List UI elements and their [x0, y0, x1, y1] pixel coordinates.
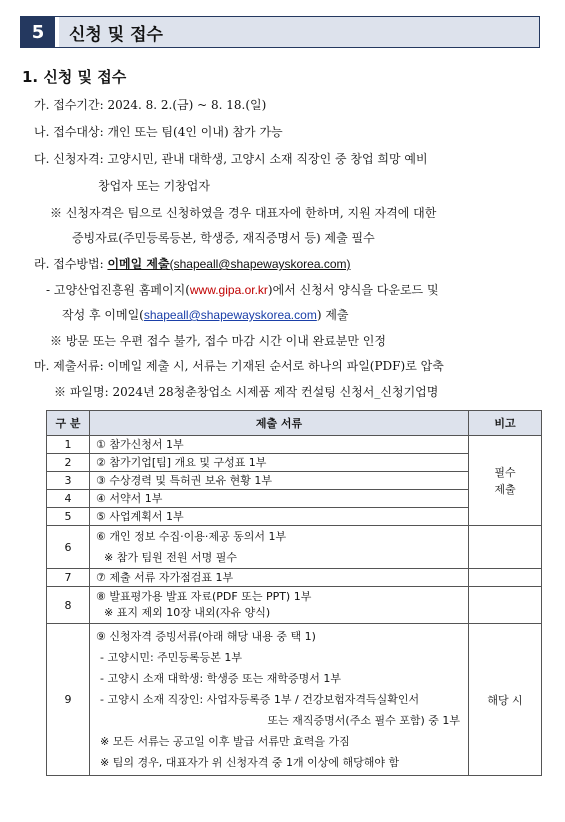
row-doc [90, 587, 469, 624]
header-no: 구 분 [47, 411, 90, 436]
row-doc-main: ⑥ 개인 정보 수집·이용·제공 동의서 1부 [96, 530, 287, 543]
row-no: 3 [47, 472, 90, 490]
row-no: 7 [47, 569, 90, 587]
row-doc-line: - 고양시민: 주민등록등본 1부 [100, 651, 243, 664]
qualification-note: ※ 신청자격은 팀으로 신청하였을 경우 대표자에 한하며, 지원 자격에 대한 [50, 206, 437, 220]
method-sub-text: - 고양산업진흥원 홈페이지( [46, 283, 190, 297]
row-no: 2 [47, 454, 90, 472]
row-doc: ④ 서약서 1부 [90, 490, 469, 508]
note-applicable: 해당 시 [469, 624, 542, 776]
homepage-link[interactable]: www.gipa.or.kr [189, 283, 268, 297]
method-sub2-text: 작성 후 이메일( [62, 308, 144, 322]
table-row [47, 436, 542, 454]
row-doc: ③ 수상경력 및 특허권 보유 현황 1부 [90, 472, 469, 490]
note-empty [469, 587, 542, 624]
table-row [47, 526, 542, 569]
header-docs: 제출 서류 [90, 411, 469, 436]
section-number: 5 [21, 17, 55, 47]
method-sub-text-end: )에서 신청서 양식을 다운로드 및 [267, 283, 439, 297]
row-doc-main: ⑧ 발표평가용 발표 자료(PDF 또는 PPT) 1부 [96, 590, 312, 603]
item-target: 나. 접수대상: 개인 또는 팀(4인 이내) 참가 가능 [34, 125, 283, 139]
row-no: 9 [47, 624, 90, 776]
note-empty [469, 526, 542, 569]
row-doc [90, 624, 469, 776]
docs-filename-note: ※ 파일명: 2024년 28청춘창업소 시제품 제작 컨설팅 신청서_신청기업명 [54, 385, 439, 399]
note-required: 필수 제출 [469, 436, 542, 526]
table-row [47, 587, 542, 624]
item-period: 가. 접수기간: 2024. 8. 2.(금) ~ 8. 18.(일) [34, 98, 267, 112]
row-doc: ⑦ 제출 서류 자가점검표 1부 [90, 569, 469, 587]
row-doc: ② 참가기업[팀] 개요 및 구성표 1부 [90, 454, 469, 472]
row-doc-line: - 고양시 소재 직장인: 사업자등록증 1부 / 건강보험자격득실확인서 [100, 693, 420, 706]
table-row [47, 490, 542, 508]
item-qualification-cont: 창업자 또는 기창업자 [98, 179, 210, 193]
method-sub-email [62, 307, 349, 323]
row-doc: ① 참가신청서 1부 [90, 436, 469, 454]
row-no: 5 [47, 508, 90, 526]
table-row [47, 472, 542, 490]
method-email-label: 이메일 제출 [107, 257, 170, 271]
row-no: 8 [47, 587, 90, 624]
subsection-heading: 1. 신청 및 접수 [22, 68, 127, 86]
row-doc-sub: ※ 참가 팀원 전원 서명 필수 [104, 551, 237, 564]
method-note: ※ 방문 또는 우편 접수 불가, 접수 마감 시간 이내 완료분만 인정 [50, 334, 386, 348]
table-row [47, 624, 542, 776]
method-sub2-text-end: ) 제출 [316, 308, 349, 322]
row-doc-line: 또는 재직증명서(주소 필수 포함) 중 1부 [267, 714, 460, 727]
row-doc-line: ※ 모든 서류는 공고일 이후 발급 서류만 효력을 가짐 [100, 735, 350, 748]
item-qualification: 다. 신청자격: 고양시민, 관내 대학생, 고양시 소재 직장인 중 창업 희망 예비 [34, 152, 428, 166]
row-doc: ⑤ 사업계획서 1부 [90, 508, 469, 526]
row-doc-line: ⑨ 신청자격 증빙서류(아래 해당 내용 중 택 1) [96, 630, 316, 643]
email-link[interactable]: shapeall@shapewayskorea.com [143, 308, 317, 322]
row-doc [90, 526, 469, 569]
method-prefix: 라. 접수방법: [34, 257, 108, 271]
table-row [47, 508, 542, 526]
row-no: 6 [47, 526, 90, 569]
section-header [20, 16, 540, 48]
row-doc-sub: ※ 표지 제외 10장 내외(자유 양식) [104, 606, 271, 619]
row-doc-line: ※ 팀의 경우, 대표자가 위 신청자격 중 1개 이상에 해당해야 함 [100, 756, 400, 769]
method-email-link[interactable]: (shapeall@shapewayskorea.com) [169, 257, 351, 271]
method-sub-homepage [46, 282, 439, 298]
table-row [47, 454, 542, 472]
header-note: 비고 [469, 411, 542, 436]
row-no: 4 [47, 490, 90, 508]
row-doc-line: - 고양시 소재 대학생: 학생증 또는 재학증명서 1부 [100, 672, 342, 685]
note-empty [469, 569, 542, 587]
section-title: 신청 및 접수 [59, 17, 539, 47]
table-row [47, 569, 542, 587]
table-header-row [47, 411, 542, 436]
item-docs: 마. 제출서류: 이메일 제출 시, 서류는 기재된 순서로 하나의 파일(PDF)로 압축 [34, 359, 444, 373]
row-no: 1 [47, 436, 90, 454]
qualification-note-cont: 증빙자료(주민등록등본, 학생증, 재직증명서 등) 제출 필수 [72, 231, 375, 245]
documents-table [46, 410, 542, 776]
item-method [34, 256, 351, 272]
